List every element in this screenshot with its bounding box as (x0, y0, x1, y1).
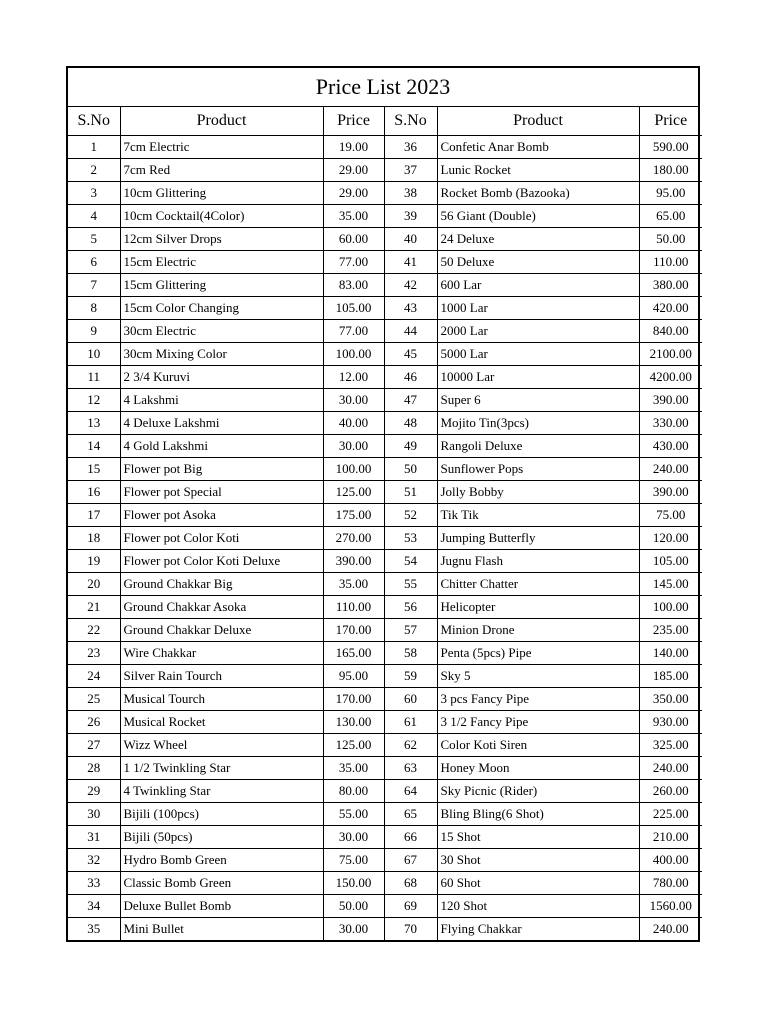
product-cell: 10cm Cocktail(4Color) (120, 205, 323, 228)
product-cell: Sky 5 (437, 665, 639, 688)
price-cell: 2100.00 (639, 343, 702, 366)
sno-cell: 55 (384, 573, 437, 596)
price-cell: 95.00 (323, 665, 384, 688)
price-cell: 150.00 (323, 872, 384, 895)
sno-cell: 57 (384, 619, 437, 642)
sno-cell: 8 (68, 297, 120, 320)
header-sno: S.No (384, 107, 437, 136)
sno-cell: 49 (384, 435, 437, 458)
table-row (68, 297, 702, 320)
price-cell: 19.00 (323, 136, 384, 159)
product-cell: 3 pcs Fancy Pipe (437, 688, 639, 711)
table-row (68, 619, 702, 642)
price-cell: 35.00 (323, 573, 384, 596)
price-cell: 930.00 (639, 711, 702, 734)
sno-cell: 2 (68, 159, 120, 182)
sno-cell: 65 (384, 803, 437, 826)
product-cell: Jumping Butterfly (437, 527, 639, 550)
product-cell: Wizz Wheel (120, 734, 323, 757)
table-row (68, 182, 702, 205)
table-row (68, 458, 702, 481)
product-cell: Classic Bomb Green (120, 872, 323, 895)
product-cell: Flower pot Color Koti Deluxe (120, 550, 323, 573)
sno-cell: 9 (68, 320, 120, 343)
sno-cell: 69 (384, 895, 437, 918)
sno-cell: 61 (384, 711, 437, 734)
product-cell: 30cm Electric (120, 320, 323, 343)
price-cell: 165.00 (323, 642, 384, 665)
product-cell: Penta (5pcs) Pipe (437, 642, 639, 665)
price-cell: 30.00 (323, 918, 384, 941)
sno-cell: 34 (68, 895, 120, 918)
price-cell: 170.00 (323, 688, 384, 711)
product-cell: 2000 Lar (437, 320, 639, 343)
product-cell: Rangoli Deluxe (437, 435, 639, 458)
sno-cell: 36 (384, 136, 437, 159)
product-cell: 5000 Lar (437, 343, 639, 366)
price-cell: 120.00 (639, 527, 702, 550)
product-cell: 15cm Glittering (120, 274, 323, 297)
sno-cell: 42 (384, 274, 437, 297)
product-cell: Musical Rocket (120, 711, 323, 734)
sno-cell: 26 (68, 711, 120, 734)
price-cell: 65.00 (639, 205, 702, 228)
sno-cell: 5 (68, 228, 120, 251)
sno-cell: 21 (68, 596, 120, 619)
page-title: Price List 2023 (68, 68, 698, 107)
price-cell: 83.00 (323, 274, 384, 297)
product-cell: 600 Lar (437, 274, 639, 297)
product-cell: 60 Shot (437, 872, 639, 895)
product-cell: 4 Twinkling Star (120, 780, 323, 803)
product-cell: Deluxe Bullet Bomb (120, 895, 323, 918)
header-product: Product (437, 107, 639, 136)
sno-cell: 50 (384, 458, 437, 481)
sno-cell: 58 (384, 642, 437, 665)
sno-cell: 6 (68, 251, 120, 274)
product-cell: Sunflower Pops (437, 458, 639, 481)
sno-cell: 46 (384, 366, 437, 389)
product-cell: 56 Giant (Double) (437, 205, 639, 228)
product-cell: Mojito Tin(3pcs) (437, 412, 639, 435)
sno-cell: 1 (68, 136, 120, 159)
table-body (68, 136, 702, 941)
sno-cell: 47 (384, 389, 437, 412)
price-cell: 125.00 (323, 734, 384, 757)
sno-cell: 29 (68, 780, 120, 803)
product-cell: 2 3/4 Kuruvi (120, 366, 323, 389)
sno-cell: 24 (68, 665, 120, 688)
product-cell: Confetic Anar Bomb (437, 136, 639, 159)
price-cell: 75.00 (323, 849, 384, 872)
sno-cell: 33 (68, 872, 120, 895)
sno-cell: 11 (68, 366, 120, 389)
product-cell: Musical Tourch (120, 688, 323, 711)
sno-cell: 4 (68, 205, 120, 228)
sno-cell: 31 (68, 826, 120, 849)
table-row (68, 665, 702, 688)
table-row (68, 343, 702, 366)
price-cell: 35.00 (323, 757, 384, 780)
sno-cell: 52 (384, 504, 437, 527)
product-cell: Lunic Rocket (437, 159, 639, 182)
product-cell: Hydro Bomb Green (120, 849, 323, 872)
product-cell: 10000 Lar (437, 366, 639, 389)
table-row (68, 136, 702, 159)
table-row (68, 872, 702, 895)
product-cell: Ground Chakkar Asoka (120, 596, 323, 619)
price-cell: 100.00 (323, 343, 384, 366)
sno-cell: 63 (384, 757, 437, 780)
table-row (68, 734, 702, 757)
sno-cell: 48 (384, 412, 437, 435)
product-cell: Minion Drone (437, 619, 639, 642)
sno-cell: 17 (68, 504, 120, 527)
price-cell: 210.00 (639, 826, 702, 849)
product-cell: Flower pot Color Koti (120, 527, 323, 550)
sno-cell: 18 (68, 527, 120, 550)
sno-cell: 16 (68, 481, 120, 504)
product-cell: 7cm Electric (120, 136, 323, 159)
product-cell: 3 1/2 Fancy Pipe (437, 711, 639, 734)
price-cell: 100.00 (323, 458, 384, 481)
sno-cell: 66 (384, 826, 437, 849)
price-cell: 225.00 (639, 803, 702, 826)
product-cell: 1 1/2 Twinkling Star (120, 757, 323, 780)
table-row (68, 251, 702, 274)
table-row (68, 481, 702, 504)
price-cell: 840.00 (639, 320, 702, 343)
product-cell: 12cm Silver Drops (120, 228, 323, 251)
product-cell: Mini Bullet (120, 918, 323, 941)
product-cell: 4 Gold Lakshmi (120, 435, 323, 458)
price-cell: 12.00 (323, 366, 384, 389)
price-cell: 125.00 (323, 481, 384, 504)
sno-cell: 44 (384, 320, 437, 343)
sno-cell: 40 (384, 228, 437, 251)
product-cell: Jugnu Flash (437, 550, 639, 573)
product-cell: Wire Chakkar (120, 642, 323, 665)
price-cell: 77.00 (323, 251, 384, 274)
product-cell: 10cm Glittering (120, 182, 323, 205)
sno-cell: 62 (384, 734, 437, 757)
sno-cell: 7 (68, 274, 120, 297)
table-row (68, 918, 702, 941)
table-row (68, 849, 702, 872)
table-row (68, 435, 702, 458)
header-row (68, 107, 702, 136)
sno-cell: 39 (384, 205, 437, 228)
price-cell: 330.00 (639, 412, 702, 435)
price-cell: 75.00 (639, 504, 702, 527)
price-cell: 110.00 (323, 596, 384, 619)
product-cell: Silver Rain Tourch (120, 665, 323, 688)
price-cell: 4200.00 (639, 366, 702, 389)
price-cell: 390.00 (323, 550, 384, 573)
table-row (68, 688, 702, 711)
price-cell: 95.00 (639, 182, 702, 205)
sno-cell: 37 (384, 159, 437, 182)
price-cell: 29.00 (323, 159, 384, 182)
product-cell: 24 Deluxe (437, 228, 639, 251)
sno-cell: 19 (68, 550, 120, 573)
table-row (68, 573, 702, 596)
product-cell: 4 Lakshmi (120, 389, 323, 412)
sno-cell: 15 (68, 458, 120, 481)
sno-cell: 54 (384, 550, 437, 573)
sno-cell: 25 (68, 688, 120, 711)
product-cell: Ground Chakkar Big (120, 573, 323, 596)
header-price: Price (639, 107, 702, 136)
header-product: Product (120, 107, 323, 136)
sno-cell: 12 (68, 389, 120, 412)
product-cell: Rocket Bomb (Bazooka) (437, 182, 639, 205)
sno-cell: 23 (68, 642, 120, 665)
price-cell: 35.00 (323, 205, 384, 228)
table-row (68, 412, 702, 435)
price-cell: 380.00 (639, 274, 702, 297)
price-cell: 29.00 (323, 182, 384, 205)
sno-cell: 38 (384, 182, 437, 205)
product-cell: Flower pot Special (120, 481, 323, 504)
sno-cell: 14 (68, 435, 120, 458)
table-row (68, 159, 702, 182)
sno-cell: 68 (384, 872, 437, 895)
table-row (68, 803, 702, 826)
sno-cell: 45 (384, 343, 437, 366)
price-cell: 55.00 (323, 803, 384, 826)
product-cell: 50 Deluxe (437, 251, 639, 274)
price-table (68, 107, 702, 940)
sno-cell: 60 (384, 688, 437, 711)
price-cell: 77.00 (323, 320, 384, 343)
table-row (68, 642, 702, 665)
table-row (68, 527, 702, 550)
price-cell: 185.00 (639, 665, 702, 688)
price-cell: 175.00 (323, 504, 384, 527)
product-cell: 4 Deluxe Lakshmi (120, 412, 323, 435)
sno-cell: 59 (384, 665, 437, 688)
product-cell: 30 Shot (437, 849, 639, 872)
product-cell: Honey Moon (437, 757, 639, 780)
price-cell: 140.00 (639, 642, 702, 665)
price-cell: 240.00 (639, 757, 702, 780)
table-row (68, 366, 702, 389)
price-cell: 430.00 (639, 435, 702, 458)
price-cell: 240.00 (639, 918, 702, 941)
price-cell: 350.00 (639, 688, 702, 711)
price-cell: 50.00 (639, 228, 702, 251)
table-row (68, 895, 702, 918)
table-row (68, 205, 702, 228)
table-row (68, 757, 702, 780)
product-cell: 15 Shot (437, 826, 639, 849)
sno-cell: 43 (384, 297, 437, 320)
product-cell: Flower pot Asoka (120, 504, 323, 527)
product-cell: 15cm Color Changing (120, 297, 323, 320)
price-cell: 590.00 (639, 136, 702, 159)
price-cell: 50.00 (323, 895, 384, 918)
product-cell: Bijili (100pcs) (120, 803, 323, 826)
table-row (68, 274, 702, 297)
price-cell: 30.00 (323, 389, 384, 412)
product-cell: Jolly Bobby (437, 481, 639, 504)
product-cell: Sky Picnic (Rider) (437, 780, 639, 803)
table-row (68, 596, 702, 619)
price-cell: 325.00 (639, 734, 702, 757)
product-cell: Super 6 (437, 389, 639, 412)
header-price: Price (323, 107, 384, 136)
price-cell: 400.00 (639, 849, 702, 872)
table-row (68, 228, 702, 251)
product-cell: Chitter Chatter (437, 573, 639, 596)
product-cell: Tik Tik (437, 504, 639, 527)
sno-cell: 3 (68, 182, 120, 205)
sno-cell: 13 (68, 412, 120, 435)
price-cell: 390.00 (639, 389, 702, 412)
price-cell: 105.00 (639, 550, 702, 573)
price-cell: 130.00 (323, 711, 384, 734)
sno-cell: 53 (384, 527, 437, 550)
sno-cell: 64 (384, 780, 437, 803)
product-cell: Flower pot Big (120, 458, 323, 481)
product-cell: Ground Chakkar Deluxe (120, 619, 323, 642)
price-cell: 235.00 (639, 619, 702, 642)
price-cell: 110.00 (639, 251, 702, 274)
price-cell: 30.00 (323, 435, 384, 458)
price-cell: 180.00 (639, 159, 702, 182)
price-cell: 30.00 (323, 826, 384, 849)
product-cell: 120 Shot (437, 895, 639, 918)
table-row (68, 826, 702, 849)
price-cell: 1560.00 (639, 895, 702, 918)
price-cell: 145.00 (639, 573, 702, 596)
price-cell: 105.00 (323, 297, 384, 320)
price-cell: 270.00 (323, 527, 384, 550)
price-list-sheet (66, 66, 700, 942)
sno-cell: 41 (384, 251, 437, 274)
product-cell: 1000 Lar (437, 297, 639, 320)
price-cell: 80.00 (323, 780, 384, 803)
price-cell: 170.00 (323, 619, 384, 642)
table-row (68, 711, 702, 734)
sno-cell: 10 (68, 343, 120, 366)
sno-cell: 20 (68, 573, 120, 596)
product-cell: Bijili (50pcs) (120, 826, 323, 849)
header-sno: S.No (68, 107, 120, 136)
table-row (68, 320, 702, 343)
product-cell: Color Koti Siren (437, 734, 639, 757)
table-row (68, 550, 702, 573)
price-cell: 780.00 (639, 872, 702, 895)
sno-cell: 32 (68, 849, 120, 872)
sno-cell: 67 (384, 849, 437, 872)
product-cell: 7cm Red (120, 159, 323, 182)
price-cell: 260.00 (639, 780, 702, 803)
sno-cell: 35 (68, 918, 120, 941)
sno-cell: 51 (384, 481, 437, 504)
product-cell: 15cm Electric (120, 251, 323, 274)
price-cell: 390.00 (639, 481, 702, 504)
table-row (68, 780, 702, 803)
price-cell: 420.00 (639, 297, 702, 320)
product-cell: Bling Bling(6 Shot) (437, 803, 639, 826)
price-cell: 240.00 (639, 458, 702, 481)
price-cell: 100.00 (639, 596, 702, 619)
product-cell: Helicopter (437, 596, 639, 619)
sno-cell: 22 (68, 619, 120, 642)
price-cell: 60.00 (323, 228, 384, 251)
product-cell: Flying Chakkar (437, 918, 639, 941)
sno-cell: 30 (68, 803, 120, 826)
sno-cell: 28 (68, 757, 120, 780)
sno-cell: 27 (68, 734, 120, 757)
table-row (68, 504, 702, 527)
product-cell: 30cm Mixing Color (120, 343, 323, 366)
price-cell: 40.00 (323, 412, 384, 435)
sno-cell: 56 (384, 596, 437, 619)
sno-cell: 70 (384, 918, 437, 941)
table-row (68, 389, 702, 412)
